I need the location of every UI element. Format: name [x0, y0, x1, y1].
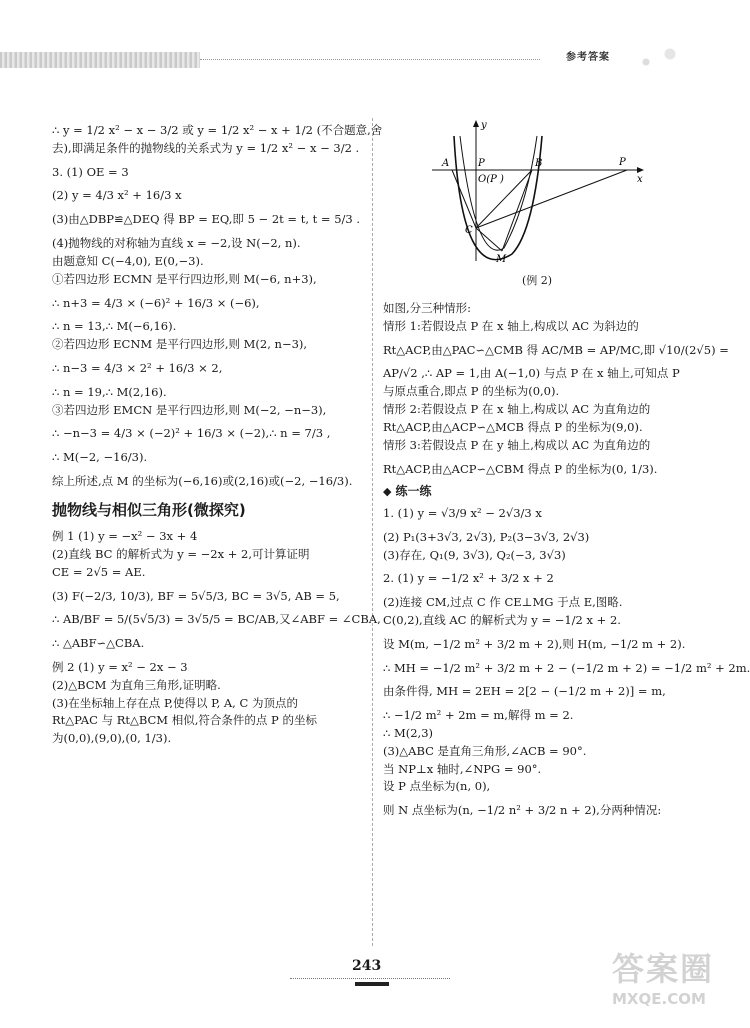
answer-line: 如图,分三种情形: [383, 301, 472, 315]
footer-bar [355, 982, 389, 986]
segment-ac [452, 170, 476, 228]
label-y: y [481, 120, 487, 131]
answer-line: ②若四边形 ECNM 是平行四边形,则 M(2, n−3), [52, 337, 308, 352]
answer-line: ∴ n+3 = 4/3 × (−6)² + 16/3 × (−6), [52, 295, 260, 310]
answer-line: 当 NP⊥x 轴时,∠NPG = 90°. [383, 761, 542, 776]
label-b: B [535, 158, 543, 169]
answer-line: (3)存在, Q₁(9, 3√3), Q₂(−3, 3√3) [383, 547, 566, 562]
answer-line: Rt△ACP,由△ACP∽△CBM 得点 P 的坐标为(0, 1/3). [383, 461, 658, 476]
answer-line: Rt△PAC 与 Rt△BCM 相似,符合条件的点 P 的坐标 [52, 713, 317, 728]
answer-line: ∴ M(−2, −16/3). [52, 450, 148, 465]
watermark-line2: MXQE.COM [612, 990, 706, 1008]
answer-line: 情形 1:若假设点 P 在 x 轴上,构成以 AC 为斜边的 [383, 318, 639, 333]
header-texture [0, 52, 200, 68]
answer-line: 由题意知 C(−4,0), E(0,−3). [52, 253, 204, 268]
answer-line: 设 P 点坐标为(n, 0), [383, 779, 491, 794]
left-column [52, 122, 383, 748]
answer-line: ∴ AB/BF = 5/(5√5/3) = 3√5/5 = BC/AB,又∠ABF = ∠CBA, [52, 612, 381, 627]
watermark-logo [612, 944, 734, 1022]
answer-line: 去),即满足条件的抛物线的关系式为 y = 1/2 x² − x − 3/2 . [52, 140, 360, 155]
answer-line: (2) y = 4/3 x² + 16/3 x [52, 188, 182, 203]
answer-line: 例 2 (1) y = x² − 2x − 3 [52, 659, 188, 674]
answer-line: 为(0,0),(9,0),(0, 1/3). [52, 731, 172, 746]
answer-line: Rt△ACP,由△ACP∽△MCB 得点 P 的坐标为(9,0). [383, 419, 643, 434]
segment-mb [502, 170, 532, 251]
answer-line: ∴ M(2,3) [383, 726, 434, 741]
label-o: O(P ) [478, 174, 504, 185]
header-label: 参考答案 [566, 52, 610, 63]
answer-line: ∴ y = 1/2 x² − x − 3/2 或 y = 1/2 x² − x + 1/2 (不合题意,舍 [52, 123, 383, 137]
answer-line: 设 M(m, −1/2 m² + 3/2 m + 2),则 H(m, −1/2 m + 2). [383, 636, 686, 651]
label-p1: P [478, 158, 485, 169]
segment-cm [476, 228, 502, 251]
answer-line: ∴ n = 19,∴ M(2,16). [52, 384, 167, 399]
answer-line: (3) F(−2/3, 10/3), BF = 5√5/3, BC = 3√5, AB = 5, [52, 588, 340, 603]
label-p2: P [619, 157, 626, 168]
answer-line: 由条件得, MH = 2EH = 2[2 − (−1/2 m + 2)] = m, [383, 684, 666, 699]
right-column [383, 300, 750, 820]
watermark-line1: 答案圈 [612, 950, 715, 988]
label-m: M [496, 254, 507, 265]
answer-line: Rt△ACP,由△PAC∽△CMB 得 AC/MB = AP/MC,即 √10/(2√5) = [383, 342, 729, 357]
footer-rule [290, 978, 450, 979]
answer-line: 例 1 (1) y = −x² − 3x + 4 [52, 529, 198, 544]
answer-line: (3)由△DBP≌△DEQ 得 BP = EQ,即 5 − 2t = t, t = 5/3 . [52, 212, 361, 227]
figure-caption: (例 2) [522, 274, 553, 287]
answer-line: ∴ △ABF∽△CBA. [52, 636, 145, 651]
label-c: C [465, 225, 473, 236]
page-number: 243 [352, 958, 382, 974]
practice-title-label: 练一练 [395, 484, 432, 499]
answer-line: ∴ −n−3 = 4/3 × (−2)² + 16/3 × (−2),∴ n = 7/3 , [52, 426, 331, 441]
answer-line: (3)在坐标轴上存在点 P,使得以 P, A, C 为顶点的 [52, 695, 298, 710]
answer-line: 2. (1) y = −1/2 x² + 3/2 x + 2 [383, 571, 554, 586]
answer-line: (2)△BCM 为直角三角形,证明略. [52, 677, 221, 692]
answer-line: CE = 2√5 = AE. [52, 564, 146, 579]
parabola-figure [432, 116, 652, 266]
answer-line: 情形 3:若假设点 P 在 y 轴上,构成以 AC 为直角边的 [383, 437, 651, 452]
label-x: x [637, 174, 643, 185]
section-title: 抛物线与相似三角形(微探究) [52, 500, 246, 519]
answer-line: (2)连接 CM,过点 C 作 CE⊥MG 于点 E,图略. [383, 595, 623, 610]
label-a: A [442, 158, 450, 169]
answer-line: C(0,2),直线 AC 的解析式为 y = −1/2 x + 2. [383, 612, 621, 627]
answer-line: 情形 2:若假设点 P 在 x 轴上,构成以 AC 为直角边的 [383, 402, 651, 417]
answer-line: 1. (1) y = √3/9 x² − 2√3/3 x [383, 505, 542, 520]
parabola [454, 136, 542, 260]
answer-line: (2) P₁(3+3√3, 2√3), P₂(3−3√3, 2√3) [383, 529, 590, 544]
column-divider [372, 118, 373, 946]
practice-title [383, 482, 701, 501]
answer-line: 综上所述,点 M 的坐标为(−6,16)或(2,16)或(−2, −16/3). [52, 474, 353, 488]
answer-line: ∴ MH = −1/2 m² + 3/2 m + 2 − (−1/2 m + 2) = −1/2 m² + 2m. [383, 660, 750, 675]
diamond-icon: ◆ [383, 485, 392, 499]
answer-line: (2)直线 BC 的解析式为 y = −2x + 2,可计算证明 [52, 546, 310, 561]
answer-line: ①若四边形 ECMN 是平行四边形,则 M(−6, n+3), [52, 271, 317, 286]
answer-line: 则 N 点坐标为(n, −1/2 n² + 3/2 n + 2),分两种情况: [383, 803, 662, 818]
answer-line: ∴ n−3 = 4/3 × 2² + 16/3 × 2, [52, 360, 223, 375]
header-decoration [628, 38, 688, 78]
answer-line: AP/√2 ,∴ AP = 1,由 A(−1,0) 与点 P 在 x 轴上,可知点 P [383, 366, 680, 381]
header-rule [200, 59, 540, 60]
answer-line: ∴ −1/2 m² + 2m = m,解得 m = 2. [383, 708, 574, 723]
answer-line: ∴ n = 13,∴ M(−6,16). [52, 319, 177, 334]
answer-line: 3. (1) OE = 3 [52, 164, 129, 179]
answer-line: (3)△ABC 是直角三角形,∠ACB = 90°. [383, 743, 587, 758]
answer-line: ③若四边形 EMCN 是平行四边形,则 M(−2, −n−3), [52, 402, 327, 417]
answer-line: 与原点重合,即点 P 的坐标为(0,0). [383, 384, 560, 399]
answer-line: (4)抛物线的对称轴为直线 x = −2,设 N(−2, n). [52, 236, 301, 251]
